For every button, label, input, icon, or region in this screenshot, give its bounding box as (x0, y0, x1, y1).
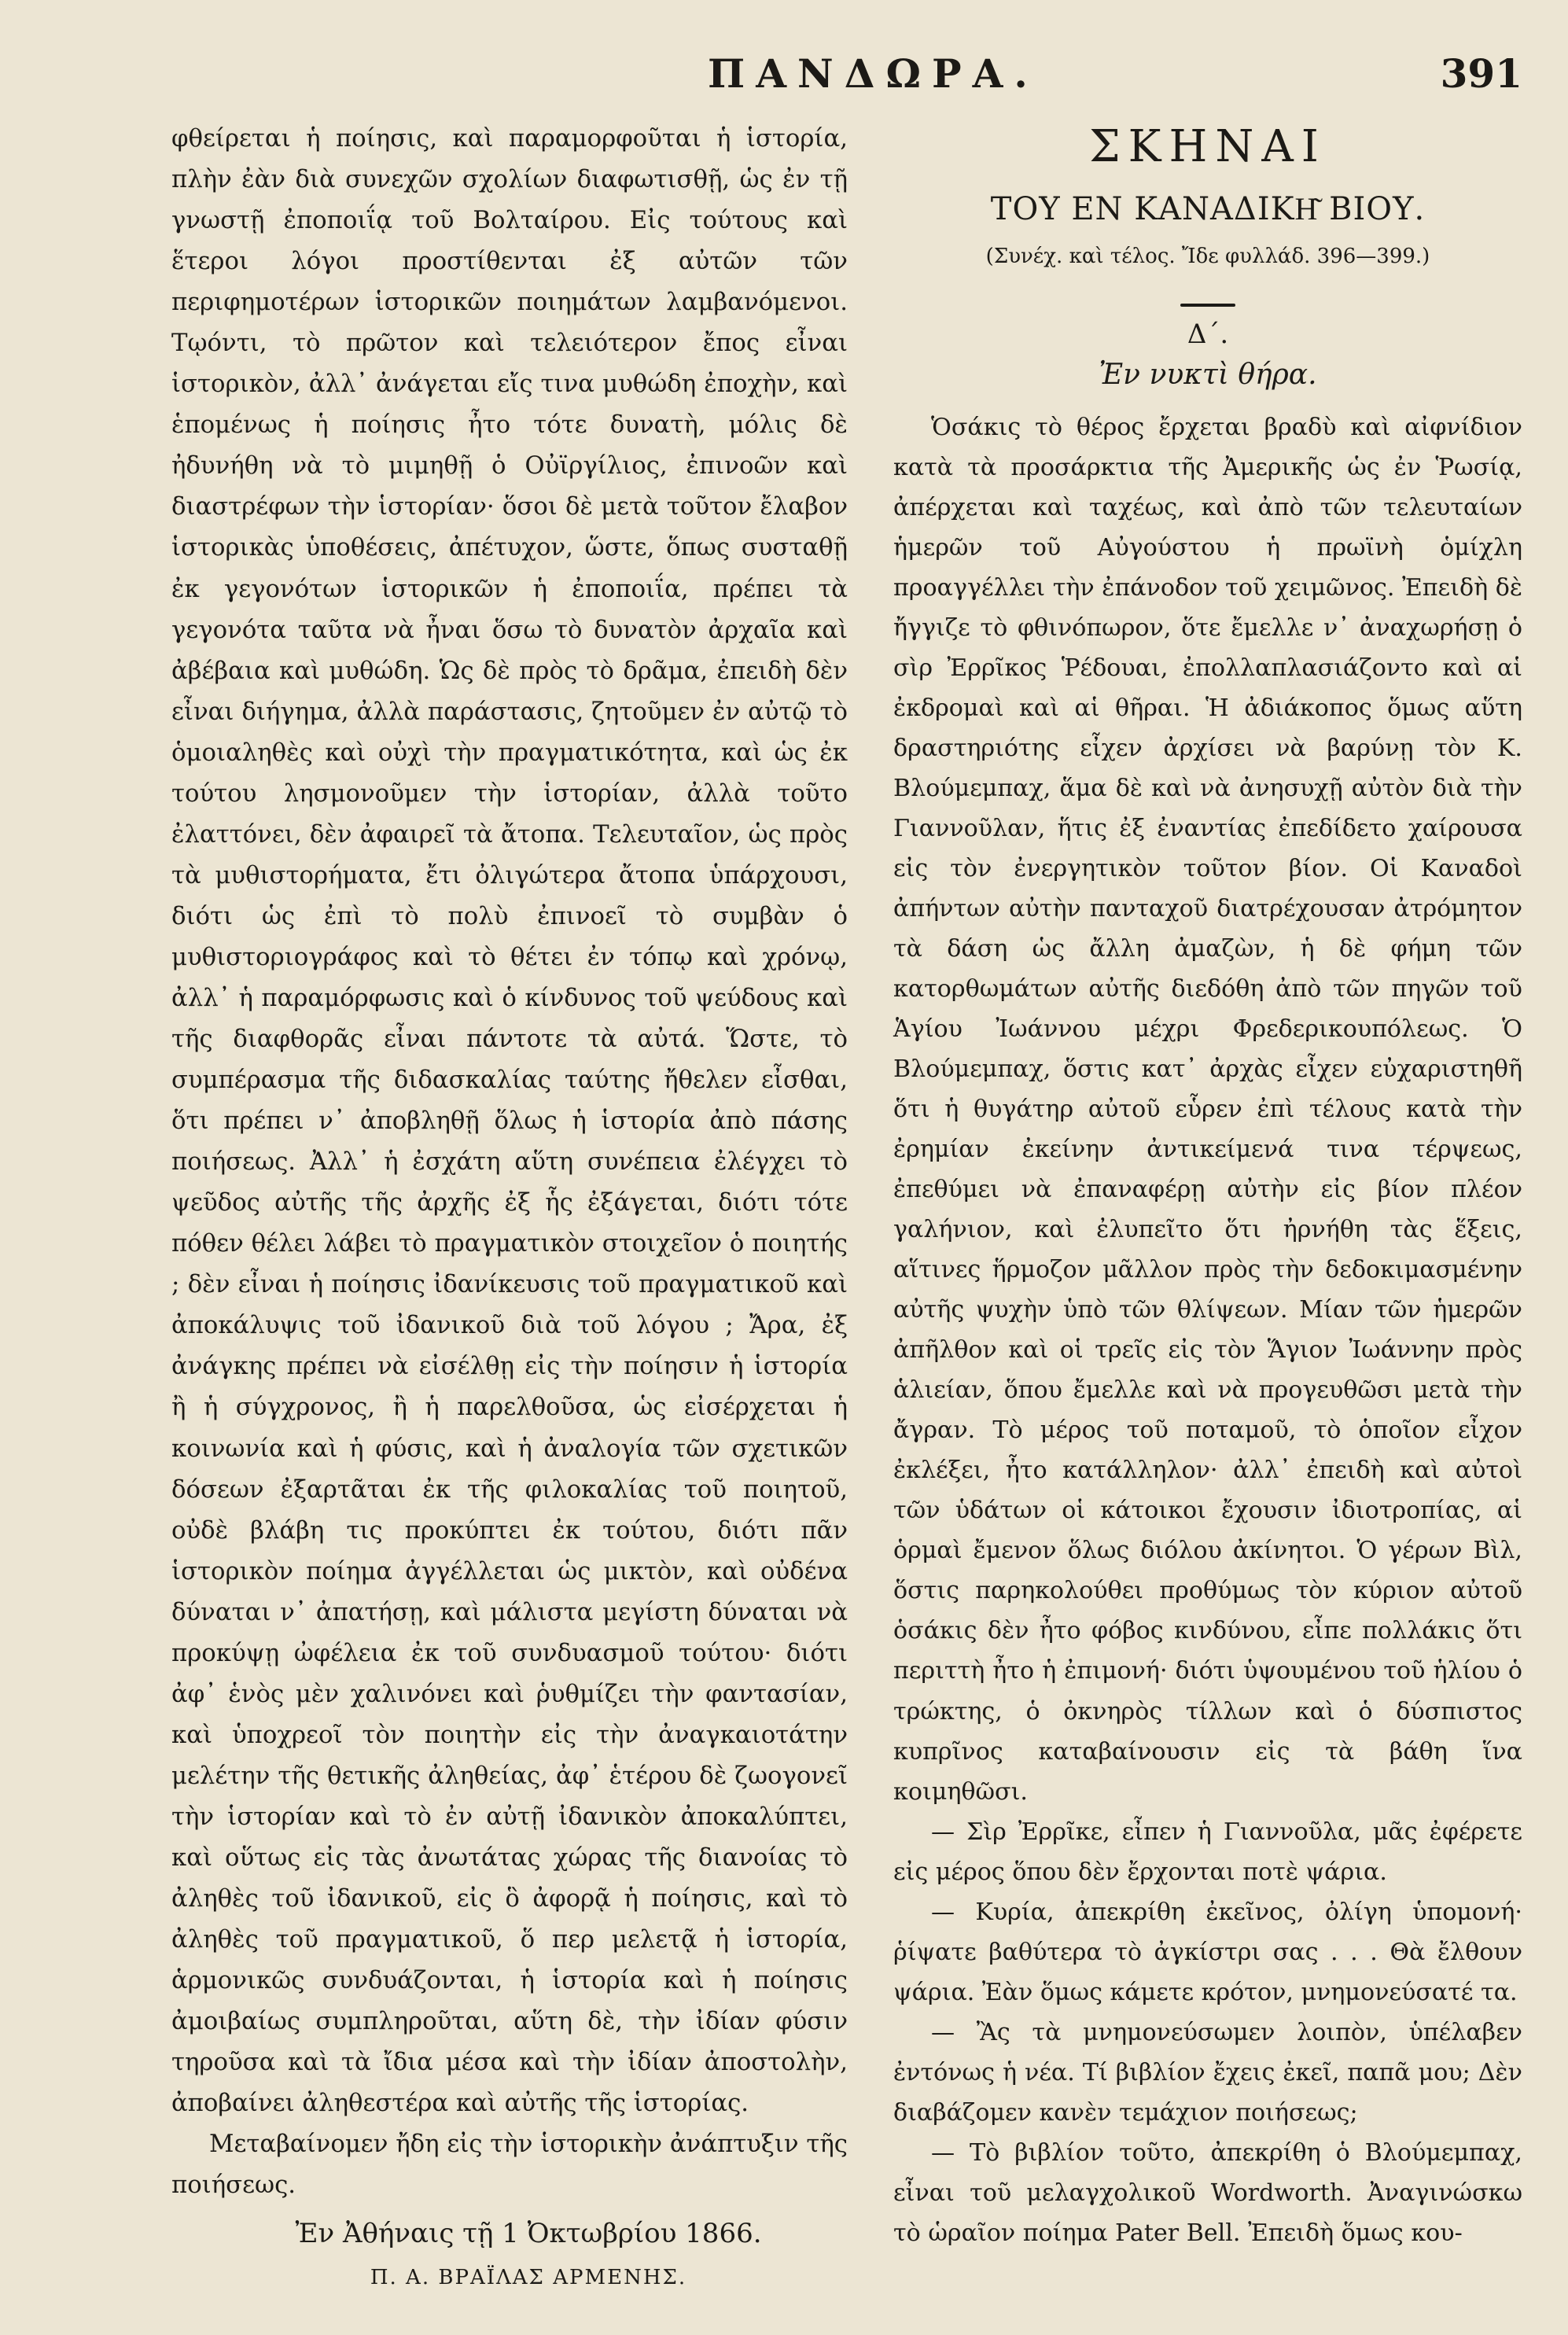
page-number: 391 (1440, 50, 1522, 97)
section-title: Ἐν νυκτὶ θήρα. (1099, 359, 1317, 391)
left-column (171, 118, 848, 2298)
dialogue-line: — Σὶρ Ἐρρῖκε, εἶπεν ἡ Γιαννοῦλα, μᾶς ἐφέρετε εἰς μέρος ὅπου δὲν ἔρχονται ποτὲ ψάρια. (893, 1818, 1522, 1886)
body-paragraph: Ὁσάκις τὸ θέρος ἔρχεται βραδὺ καὶ αἰφνίδιον κατὰ τὰ προσάρκτια τῆς Ἀμερικῆς ὡς ἐν Ῥωσίᾳ, ἀπέρχεται καὶ ταχέως, καὶ ἀπὸ τῶν τελευταίων ἡμερῶν τοῦ Αὐγούστου ἡ πρωϊνὴ ὁμίχλη προαγγέλλει τὴν ἐπάνοδον τοῦ χειμῶνος. Ἐπειδὴ δὲ ἤγγιζε τὸ φθινόπωρον, ὅτε ἔμελλε ν᾽ ἀναχωρήσῃ ὁ σὶρ Ἐρρῖκος Ῥέδουαι, ἐπολλαπλασιάζοντο καὶ αἱ ἐκδρομαὶ καὶ αἱ θῆραι. Ἡ ἀδιάκοπος ὅμως αὕτη δραστηριότης εἶχεν ἀρχίσει νὰ βαρύνῃ τὸν Κ. Βλούμεμπαχ, ἅμα δὲ καὶ νὰ ἀνησυχῇ αὐτὸν διὰ τὴν Γιαννοῦλαν, ἥτις ἐξ ἐναντίας ἐπεδίδετο χαίρουσα εἰς τὸν ἐνεργητικὸν τοῦτον βίον. Οἱ Καναδοὶ ἀπήντων αὐτὴν πανταχοῦ διατρέχουσαν ἀτρόμητον τὰ δάση ὡς ἄλλη ἀμαζὼν, ἡ δὲ φήμη τῶν κατορθωμάτων αὐτῆς διεδόθη ἀπὸ τῶν πηγῶν τοῦ Ἁγίου Ἰωάννου μέχρι Φρεδερικουπόλεως. Ὁ Βλούμεμπαχ, ὅστις κατ᾽ ἀρχὰς εἶχεν εὐχαριστηθῆ ὅτι ἡ θυγάτηρ αὐτοῦ εὗρεν ἐπὶ τέλους κατὰ τὴν ἐρημίαν ἐκείνην ἀντικείμενά τινα τέρψεως, ἐπεθύμει νὰ ἐπαναφέρῃ αὐτὴν εἰς βίον πλέον γαλήνιον, καὶ ἐλυπεῖτο ὅτι ἠρνήθη τὰς ἕξεις, αἵτινες ἥρμοζον μᾶλλον πρὸς τὴν δεδοκιμασμένην αὐτῆς ψυχὴν ὑπὸ τῶν θλίψεων. Μίαν τῶν ἡμερῶν ἀπῆλθον καὶ οἱ τρεῖς εἰς τὸν Ἅγιον Ἰωάννην πρὸς ἁλιείαν, ὅπου ἔμελλε καὶ νὰ προγευθῶσι μετὰ τὴν ἄγραν. Τὸ μέρος τοῦ ποταμοῦ, τὸ ὁποῖον εἶχον ἐκλέξει, ἦτο κατάλληλον· ἀλλ᾽ ἐπειδὴ καὶ αὐτοὶ τῶν ὑδάτων οἱ κάτοικοι ἔχουσιν ἰδιοτροπίας, αἱ ὁρμαὶ ἔμενον ὅλως διόλου ἀκίνητοι. Ὁ γέρων Βὶλ, ὅστις παρηκολούθει προθύμως τὸν κύριον αὐτοῦ ὁσάκις δὲν ἦτο φόβος κινδύνου, εἶπε πολλάκις ὅτι περιττὴ ἦτο ἡ ἐπιμονή· διότι ὑψουμένου τοῦ ἡλίου ὁ τρώκτης, ὁ ὀκνηρὸς τίλλων καὶ ὁ δύσπιστος κυπρῖνος καταβαίνουσιν εἰς τὰ βάθη ἵνα κοιμηθῶσι. (893, 414, 1522, 1806)
article-title: ΣΚΗΝΑΙ (1089, 121, 1327, 172)
section-divider (1180, 304, 1235, 307)
dialogue-line: — Κυρία, ἀπεκρίθη ἐκεῖνος, ὀλίγη ὑπομονή· ῥίψατε βαθύτερα τὸ ἀγκίστρι σας . . . Θὰ ἔλθουν ψάρια. Ἐὰν ὅμως κάμετε κρότον, μνημονεύσατέ τα. (893, 1898, 1522, 2006)
dialogue-line: — Ἂς τὰ μνημονεύσωμεν λοιπὸν, ὑπέλαβεν ἐντόνως ἡ νέα. Τί βιβλίον ἔχεις ἐκεῖ, παπᾶ μου; Δὲν διαβάζομεν κανὲν τεμάχιον ποιήσεως; (893, 2018, 1522, 2127)
dialogue-line: — Τὸ βιβλίον τοῦτο, ἀπεκρίθη ὁ Βλούμεμπαχ, εἶναι τοῦ μελαγχολικοῦ Wordworth. Ἀναγινώσκω τὸ ὡραῖον ποίημα Pater Bell. Ἐπειδὴ ὅμως κου- (893, 2138, 1522, 2247)
section-number: Δ΄. (1187, 319, 1229, 350)
running-title: ΠΑΝΔΩΡΑ. (708, 50, 1039, 97)
body-paragraph: Μεταβαίνομεν ἤδη εἰς τὴν ἱστορικὴν ἀνάπτυξιν τῆς ποιήσεως. (171, 2130, 848, 2200)
author-signature: Π. Α. ΒΡΑΪΛΑΣ ΑΡΜΕΝΗΣ. (370, 2266, 687, 2290)
date-line: Ἐν Ἀθήναις τῇ 1 Ὀκτωβρίου 1866. (295, 2218, 762, 2250)
article-subtitle: ΤΟΥ ΕΝ ΚΑΝΑΔΙΚΗ͂ ΒΙΟΥ. (990, 191, 1426, 227)
body-paragraph: φθείρεται ἡ ποίησις, καὶ παραμορφοῦται ἡ ἱστορία, πλὴν ἐὰν διὰ συνεχῶν σχολίων διαφωτισθῇ, ὡς ἐν τῇ γνωστῇ ἐποποιΐᾳ τοῦ Βολταίρου. Εἰς τούτους καὶ ἕτεροι λόγοι προστίθενται ἐξ αὐτῶν τῶν περιφημοτέρων ἱστορικῶν ποιημάτων λαμβανόμενοι. Τῳόντι, τὸ πρῶτον καὶ τελειότερον ἔπος εἶναι ἱστορικὸν, ἀλλ᾽ ἀνάγεται εἴς τινα μυθώδη ἐποχὴν, καὶ ἑπομένως ἡ ποίησις ἦτο τότε δυνατὴ, μόλις δὲ ἠδυνήθη νὰ τὸ μιμηθῇ ὁ Οὐϊργίλιος, ἐπινοῶν καὶ διαστρέφων τὴν ἱστορίαν· ὅσοι δὲ μετὰ τοῦτον ἔλαβον ἱστορικὰς ὑποθέσεις, ἀπέτυχον, ὥστε, ὅπως συσταθῇ ἐκ γεγονότων ἱστορικῶν ἡ ἐποποιΐα, πρέπει τὰ γεγονότα ταῦτα νὰ ἦναι ὅσω τὸ δυνατὸν ἀρχαῖα καὶ ἀβέβαια καὶ μυθώδη. Ὡς δὲ πρὸς τὸ δρᾶμα, ἐπειδὴ δὲν εἶναι διήγημα, ἀλλὰ παράστασις, ζητοῦμεν ἐν αὐτῷ τὸ ὁμοιαληθὲς καὶ οὐχὶ τὴν πραγματικότητα, καὶ ὡς ἐκ τούτου λησμονοῦμεν τὴν ἱστορίαν, ἀλλὰ τοῦτο ἐλαττόνει, δὲν ἀφαιρεῖ τὰ ἄτοπα. Τελευταῖον, ὡς πρὸς τὰ μυθιστορήματα, ἔτι ὀλιγώτερα ἄτοπα ὑπάρχουσι, διότι ὡς ἐπὶ τὸ πολὺ ἐπινοεῖ τὸ συμβὰν ὁ μυθιστοριογράφος καὶ τὸ θέτει ἐν τόπῳ καὶ χρόνῳ, ἀλλ᾽ ἡ παραμόρφωσις καὶ ὁ κίνδυνος τοῦ ψεύδους καὶ τῆς διαφθορᾶς εἶναι πάντοτε τὰ αὐτά. Ὥστε, τὸ συμπέρασμα τῆς διδασκαλίας ταύτης ἤθελεν εἶσθαι, ὅτι πρέπει ν᾽ ἀποβληθῇ ὅλως ἡ ἱστορία ἀπὸ πάσης ποιήσεως. Ἀλλ᾽ ἡ ἐσχάτη αὕτη συνέπεια ἐλέγχει τὸ ψεῦδος αὐτῆς τῆς ἀρχῆς ἐξ ἧς ἐξάγεται, διότι τότε πόθεν θέλει λάβει τὸ πραγματικὸν στοιχεῖον ὁ ποιητής ; δὲν εἶναι ἡ ποίησις ἰδανίκευσις τοῦ πραγματικοῦ καὶ ἀποκάλυψις τοῦ ἰδανικοῦ διὰ τοῦ λόγου ; Ἄρα, ἐξ ἀνάγκης πρέπει νὰ εἰσέλθῃ εἰς τὴν ποίησιν ἡ ἱστορία ἢ ἡ σύγχρονος, ἢ ἡ παρελθοῦσα, ὡς εἰσέρχεται ἡ κοινωνία καὶ ἡ φύσις, καὶ ἡ ἀναλογία τῶν σχετικῶν δόσεων ἐξαρτᾶται ἐκ τῆς φιλοκαλίας τοῦ ποιητοῦ, οὐδὲ βλάβη τις προκύπτει ἐκ τούτου, διότι πᾶν ἱστορικὸν ποίημα ἀγγέλλεται ὡς μικτὸν, καὶ οὐδένα δύναται ν᾽ ἀπατήσῃ, καὶ μάλιστα μεγίστη δύναται νὰ προκύψῃ ὠφέλεια ἐκ τοῦ συνδυασμοῦ τούτου· διότι ἀφ᾽ ἑνὸς μὲν χαλινόνει καὶ ῥυθμίζει τὴν φαντασίαν, καὶ ὑποχρεοῖ τὸν ποιητὴν εἰς τὴν ἀναγκαιοτάτην μελέτην τῆς θετικῆς ἀληθείας, ἀφ᾽ ἑτέρου δὲ ζωογονεῖ τὴν ἱστορίαν καὶ τὸ ἐν αὐτῇ ἰδανικὸν ἀποκαλύπτει, καὶ οὕτως εἰς τὰς ἀνωτάτας χώρας τῆς διανοίας τὸ ἀληθὲς τοῦ ἰδανικοῦ, εἰς ὃ ἀφορᾷ ἡ ποίησις, καὶ τὸ ἀληθὲς τοῦ πραγματικοῦ, ὅ περ μελετᾷ ἡ ἱστορία, ἁρμονικῶς συνδυάζονται, ἡ ἱστορία καὶ ἡ ποίησις ἀμοιβαίως συμπληροῦται, αὕτη δὲ, τὴν ἰδίαν φύσιν τηροῦσα καὶ τὰ ἴδια μέσα καὶ τὴν ἰδίαν ἀποστολὴν, ἀποβαίνει ἀληθεστέρα καὶ αὐτῆς τῆς ἱστορίας. (171, 124, 848, 2118)
right-column (893, 118, 1522, 2253)
continuation-note: (Συνέχ. καὶ τέλος. Ἴδε φυλλάδ. 396—399.) (985, 245, 1430, 268)
